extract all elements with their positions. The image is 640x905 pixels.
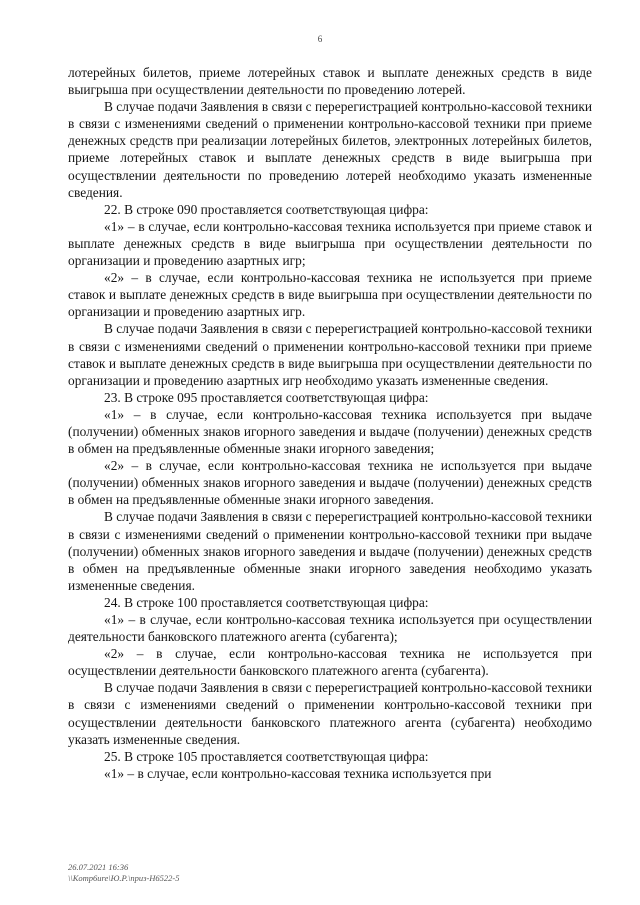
paragraph: «1» – в случае, если контрольно-кассовая техника используется при осуществлении деятельности банковского платежного агента (субагента); (68, 612, 592, 645)
paragraph: «1» – в случае, если контрольно-кассовая техника используется при (104, 765, 492, 781)
paragraph: «2» – в случае, если контрольно-кассовая техника не используется при приеме ставок и выплате денежных средств в виде выигрыша при осуществлении деятельности по организации и проведению азартных игр. (68, 270, 592, 320)
paragraph: «2» – в случае, если контрольно-кассовая техника не используется при выдаче (получении) обменных знаков игорного заведения и выдаче (получении) денежных средств в обмен на предъявленные обменные знаки игорного заведения. (68, 458, 592, 508)
paragraph: 23. В строке 095 проставляется соответствующая цифра: (104, 389, 429, 405)
paragraph: лотерейных билетов, приеме лотерейных ставок и выплате денежных средств в виде выигрыша при осуществлении деятельности по проведению лотерей. (68, 65, 592, 98)
paragraph: В случае подачи Заявления в связи с перерегистрацией контрольно-кассовой техники в связи с изменениями сведений о применении контрольно-кассовой техники при осуществлении деятельности банковского платежного агента (субагента) необходимо указать измененные сведения. (68, 680, 592, 747)
paragraph: 24. В строке 100 проставляется соответствующая цифра: (104, 594, 429, 610)
paragraph: В случае подачи Заявления в связи с перерегистрацией контрольно-кассовой техники в связи с изменениями сведений о применении контрольно-кассовой техники при приеме денежных средств при реализации лотерейных билетов, электронных лотерейных билетов, приеме лотерейных ставок и выплате денежных средств в виде выигрыша при осуществлении деятельности по проведению лотерей необходимо указать измененные сведения. (68, 99, 592, 200)
paragraph: В случае подачи Заявления в связи с перерегистрацией контрольно-кассовой техники в связи с изменениями сведений о применении контрольно-кассовой техники при приеме ставок и выплате денежных средств в виде выигрыша при осуществлении деятельности по организации и проведению азартных игр необходимо указать измененные сведения. (68, 321, 592, 388)
paragraph: «2» – в случае, если контрольно-кассовая техника не используется при осуществлении деятельности банковского платежного агента (субагента). (68, 646, 592, 679)
paragraph: 25. В строке 105 проставляется соответствующая цифра: (104, 748, 429, 764)
document-body (68, 64, 592, 782)
footer-timestamp: 26.07.2021 16:36 (68, 862, 129, 872)
footer-file-path: \\Komp6ure\Ю.Р.\приз-H6522-5 (68, 873, 180, 883)
paragraph: «1» – в случае, если контрольно-кассовая техника используется при выдаче (получении) обменных знаков игорного заведения и выдаче (получении) денежных средств в обмен на предъявленные обменные знаки игорного заведения; (68, 406, 592, 457)
page-number: 6 (317, 34, 323, 44)
document-footer (68, 862, 180, 884)
paragraph: В случае подачи Заявления в связи с перерегистрацией контрольно-кассовой техники в связи с изменениями сведений о применении контрольно-кассовой техники при выдаче (получении) обменных знаков игорного заведения и выдаче (получении) денежных средств в обмен на предъявленные обменные знаки игорного заведения необходимо указать измененные сведения. (68, 509, 592, 593)
paragraph: «1» – в случае, если контрольно-кассовая техника используется при приеме ставок и выплате денежных средств в виде выигрыша при осуществлении деятельности по организации и проведению азартных игр; (68, 218, 592, 269)
paragraph: 22. В строке 090 проставляется соответствующая цифра: (104, 201, 429, 217)
